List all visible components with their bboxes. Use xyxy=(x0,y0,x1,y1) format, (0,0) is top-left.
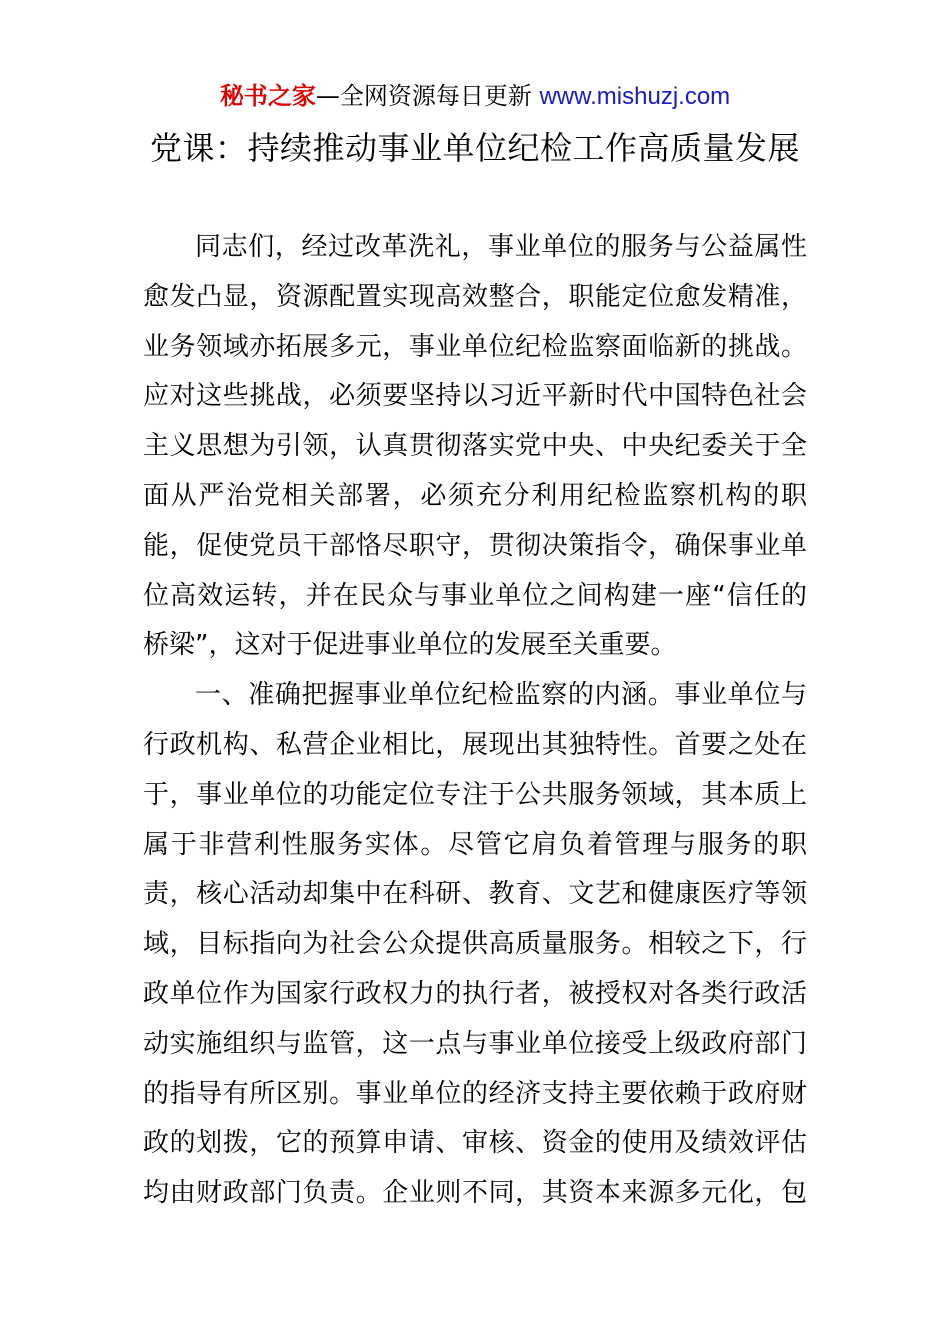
text-line: 位高效运转，并在民众与事业单位之间构建一座“信任的 xyxy=(143,580,807,611)
text-line: 的指导有所区别。事业单位的经济支持主要依赖于政府财 xyxy=(143,1078,807,1109)
text-line: 桥梁”，这对于促进事业单位的发展至关重要。 xyxy=(143,630,677,661)
text-line: 主义思想为引领，认真贯彻落实党中央、中央纪委关于全 xyxy=(143,431,807,462)
text-line: 一、准确把握事业单位纪检监察的内涵。事业单位与 xyxy=(195,680,807,711)
header-tagline: —全网资源每日更新 xyxy=(315,82,540,110)
text-line: 动实施组织与监管，这一点与事业单位接受上级政府部门 xyxy=(143,1028,807,1059)
site-header xyxy=(0,80,950,113)
text-line: 责，核心活动却集中在科研、教育、文艺和健康医疗等领 xyxy=(143,879,807,910)
text-line: 行政机构、私营企业相比，展现出其独特性。首要之处在 xyxy=(143,729,807,760)
text-line: 政单位作为国家行政权力的执行者，被授权对各类行政活 xyxy=(143,978,807,1009)
text-line: 均由财政部门负责。企业则不同，其资本来源多元化，包 xyxy=(143,1178,807,1209)
brand-name: 秘书之家 xyxy=(219,82,316,110)
text-line: 愈发凸显，资源配置实现高效整合，职能定位愈发精准， xyxy=(143,281,807,312)
document-body xyxy=(143,223,807,1219)
text-line: 面从严治党相关部署，必须充分利用纪检监察机构的职 xyxy=(143,480,807,511)
text-line: 能，促使党员干部恪尽职守，贯彻决策指令，确保事业单 xyxy=(143,530,807,561)
text-line: 业务领域亦拓展多元，事业单位纪检监察面临新的挑战。 xyxy=(143,331,807,362)
text-line: 域，目标指向为社会公众提供高质量服务。相较之下，行 xyxy=(143,929,807,960)
text-line: 属于非营利性服务实体。尽管它肩负着管理与服务的职 xyxy=(143,829,807,860)
text-line: 政的划拨，它的预算申请、审核、资金的使用及绩效评估 xyxy=(143,1128,807,1159)
site-url-link[interactable]: www.mishuzj.com xyxy=(539,83,731,110)
document-title: 党课：持续推动事业单位纪检工作高质量发展 xyxy=(149,129,800,167)
text-line: 应对这些挑战，必须要坚持以习近平新时代中国特色社会 xyxy=(143,381,807,412)
text-line: 同志们，经过改革洗礼，事业单位的服务与公益属性 xyxy=(195,232,807,262)
text-line: 于，事业单位的功能定位专注于公共服务领域，其本质上 xyxy=(143,779,807,810)
